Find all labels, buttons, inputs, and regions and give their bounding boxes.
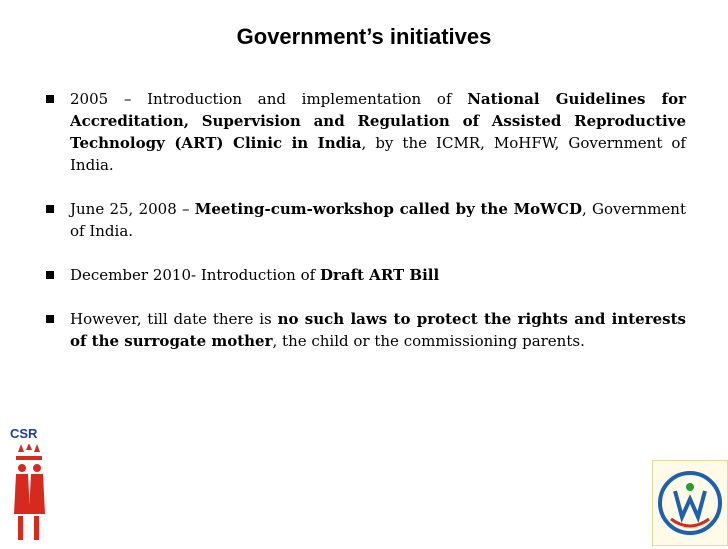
bullet-text-bold: Meeting-cum-workshop called by the MoWCD xyxy=(194,200,582,218)
bullet-text-normal: However, till date there is xyxy=(70,310,278,328)
bullet-text-normal: December 2010- Introduction of xyxy=(70,266,320,284)
bullet-item xyxy=(46,308,686,352)
bullet-text-normal: 2005 – Introduction and implementation of xyxy=(70,90,468,108)
bullet-list xyxy=(46,88,686,374)
bullet-text-normal: , Government of India. xyxy=(70,200,686,240)
csr-logo-text: CSR xyxy=(10,426,38,441)
organization-logo xyxy=(652,460,728,546)
figures-logo-icon xyxy=(10,444,52,544)
bullet-item xyxy=(46,198,686,242)
bullet-text-normal: , by the ICMR, MoHFW, Government of India. xyxy=(70,134,686,174)
slide-title: Government’s initiatives xyxy=(236,24,492,49)
square-bullet-icon xyxy=(46,95,54,103)
bullet-text-bold: National Guidelines for Accreditation, Supervision and Regulation of Assisted Reproductive Technology (ART) Clinic in India xyxy=(70,90,686,152)
bullet-text-normal: , the child or the commissioning parents. xyxy=(272,332,585,350)
square-bullet-icon xyxy=(46,315,54,323)
bullet-text-normal: June 25, 2008 – xyxy=(70,200,195,218)
bullet-item xyxy=(46,264,686,286)
bullet-item xyxy=(46,88,686,176)
bullet-text-bold: no such laws to protect the rights and interests of the surrogate mother xyxy=(70,310,686,350)
square-bullet-icon xyxy=(46,271,54,279)
wcd-logo-icon xyxy=(653,461,727,545)
csr-logo xyxy=(10,426,52,544)
square-bullet-icon xyxy=(46,205,54,213)
bullet-text-bold: Draft ART Bill xyxy=(319,266,440,284)
